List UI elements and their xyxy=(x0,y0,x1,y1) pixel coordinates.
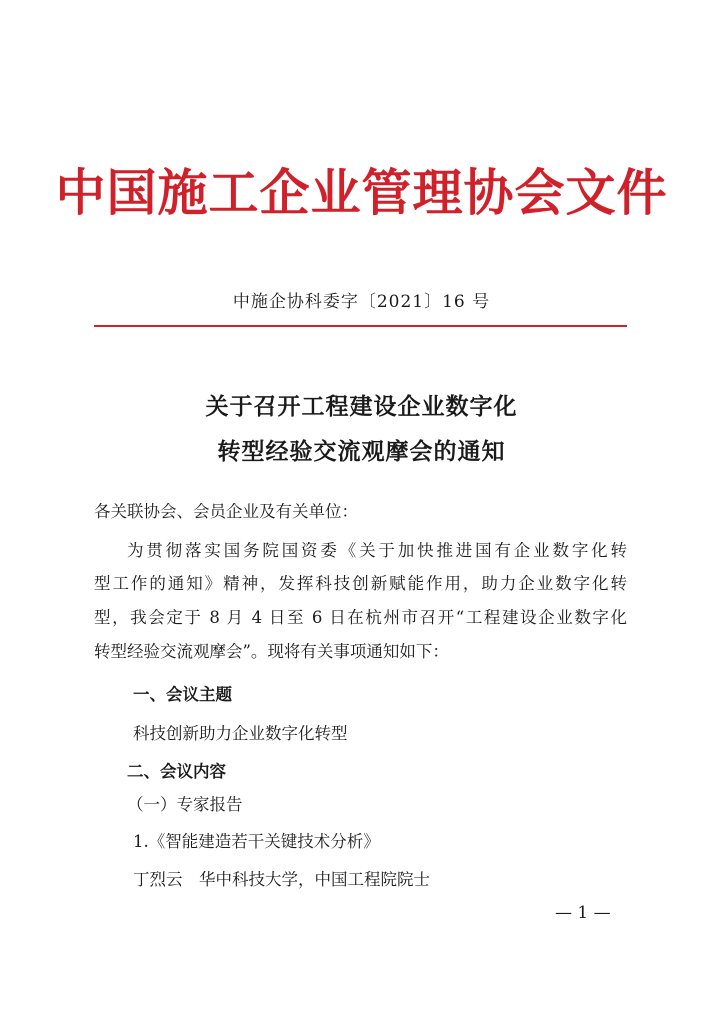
intro-line-4: 转型经验交流观摩会”。现将有关事项通知如下： xyxy=(94,642,449,661)
intro-line-1 xyxy=(127,539,627,563)
org-header: 中国施工企业管理协会文件 xyxy=(55,164,668,222)
section-heading-1: 一、会议主题 xyxy=(133,685,232,704)
intro-line-3-text: 型，我会定于 8 月 4 日至 6 日在杭州市召开“工程建设企业数字化 xyxy=(94,608,627,627)
intro-line-3 xyxy=(94,606,627,630)
title-line-1: 关于召开工程建设企业数字化 xyxy=(205,394,518,420)
intro-line-1-text: 为贯彻落实国务院国资委《关于加快推进国有企业数字化转 xyxy=(127,541,627,560)
section-heading-2: 二、会议内容 xyxy=(127,762,226,781)
page-number: — 1 — xyxy=(555,903,611,923)
subsection-heading-1: （一）专家报告 xyxy=(127,795,243,814)
section-1-text: 科技创新助力企业数字化转型 xyxy=(133,724,348,743)
salutation: 各关联协会、会员企业及有关单位： xyxy=(94,502,358,521)
report-1-title: 1.《智能建造若干关键技术分析》 xyxy=(133,832,380,851)
red-divider-line xyxy=(94,325,627,327)
doc-number: 中施企协科委字〔2021〕16 号 xyxy=(232,292,491,312)
title-line-2: 转型经验交流观摩会的通知 xyxy=(217,439,506,465)
intro-line-2-text: 型工作的通知》精神，发挥科技创新赋能作用，助力企业数字化转 xyxy=(94,574,627,593)
intro-line-2 xyxy=(94,572,627,596)
report-1-speaker: 丁烈云 华中科技大学，中国工程院院士 xyxy=(133,870,430,889)
